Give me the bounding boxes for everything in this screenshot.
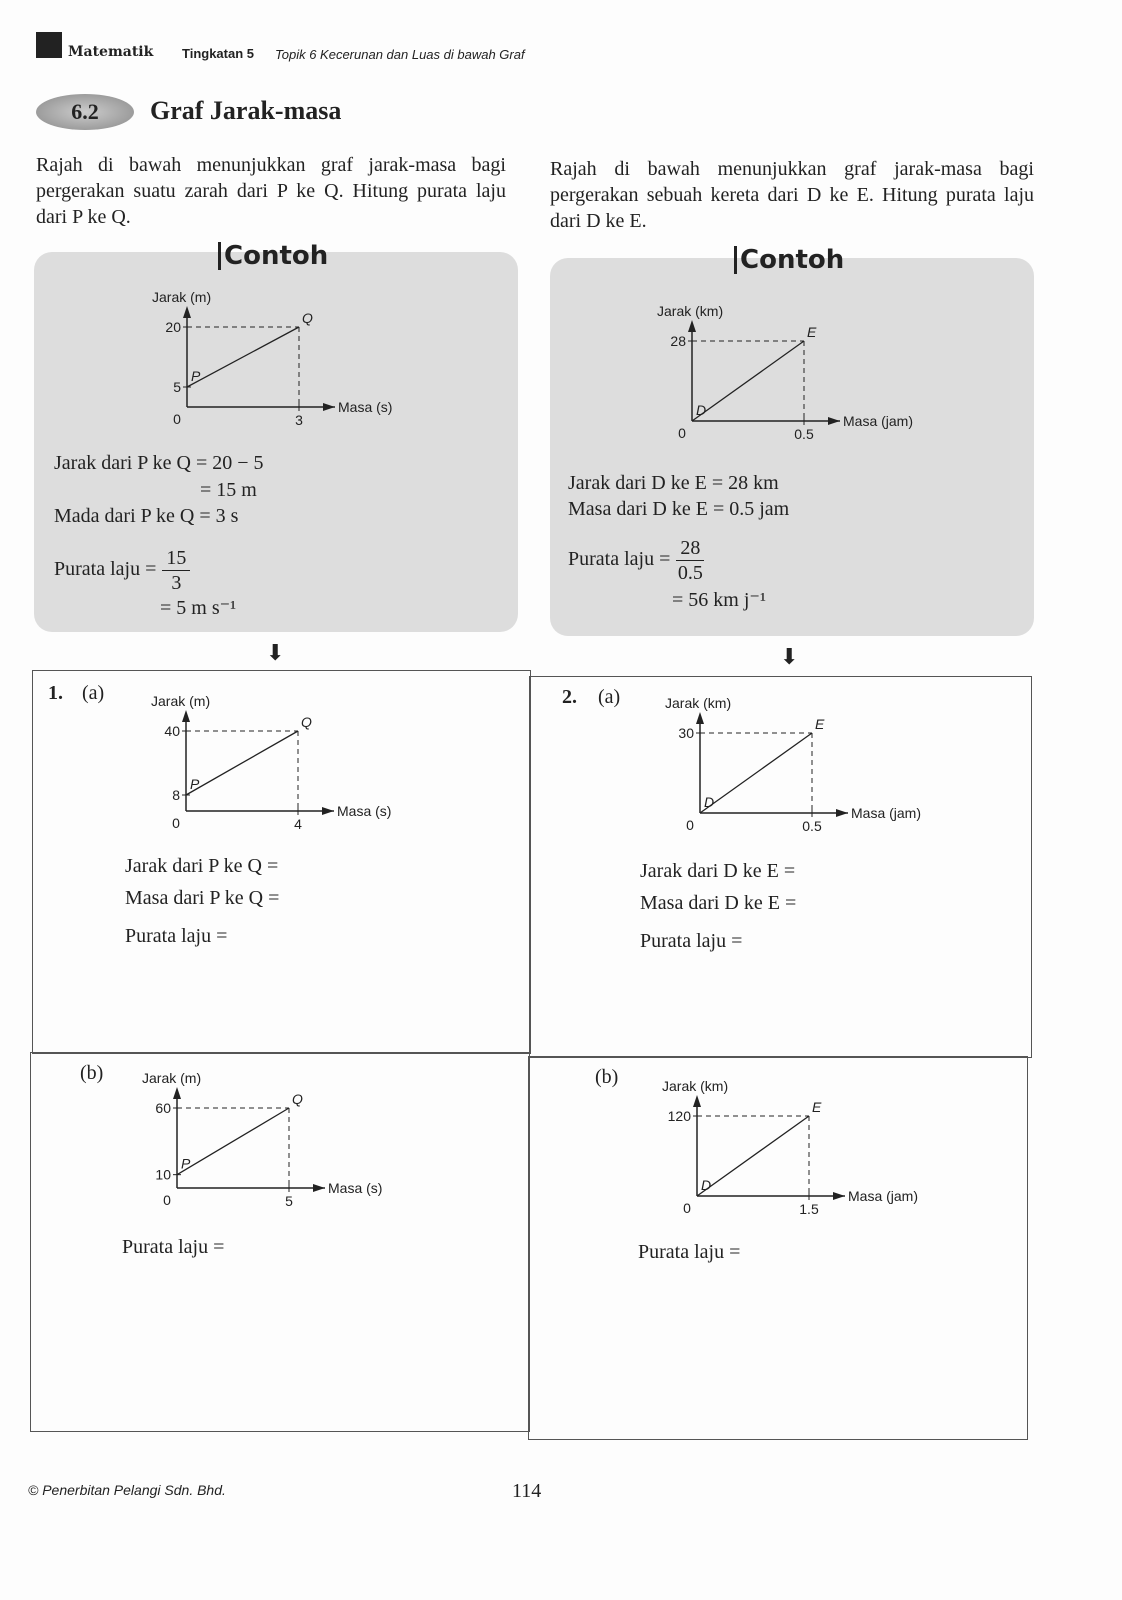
- topic: Topik 6 Kecerunan dan Luas di bawah Graf: [275, 47, 525, 62]
- answer-prompt: Purata laju =: [122, 1236, 225, 1258]
- origin-label: 0: [163, 1192, 171, 1208]
- x-axis-label: Masa (jam): [851, 805, 922, 821]
- x-axis-arrow-icon: [833, 1192, 845, 1200]
- y-tick-label: 120: [667, 1108, 691, 1124]
- x-axis-arrow-icon: [322, 807, 334, 815]
- example-line: Jarak dari P ke Q = 20 − 5: [54, 452, 264, 474]
- y-tick-label: 60: [155, 1100, 171, 1116]
- page-number: 114: [512, 1480, 542, 1502]
- y-axis-label: Jarak (m): [142, 1073, 202, 1086]
- start-point-label: P: [190, 776, 200, 792]
- contoh-label: Contoh: [218, 242, 328, 270]
- x-axis-arrow-icon: [323, 403, 335, 411]
- section-number: 6.2: [36, 94, 134, 130]
- answer-prompt: Purata laju =: [125, 925, 228, 947]
- answer-prompt: Masa dari D ke E =: [640, 892, 797, 914]
- x-tick-label: 3: [295, 412, 303, 428]
- copyright: © Penerbitan Pelangi Sdn. Bhd.: [28, 1482, 226, 1498]
- end-point-label: E: [815, 716, 825, 732]
- end-point-label: Q: [301, 714, 312, 730]
- distance-time-line: [187, 327, 299, 387]
- origin-label: 0: [686, 817, 694, 833]
- distance-time-line: [700, 733, 812, 813]
- x-tick-label: 1.5: [799, 1201, 819, 1217]
- y-tick-label: 10: [155, 1166, 171, 1183]
- y-tick-label: 20: [165, 319, 181, 335]
- origin-label: 0: [678, 425, 686, 441]
- y-tick-label: 30: [678, 725, 694, 741]
- x-axis-arrow-icon: [313, 1184, 325, 1192]
- section-title: Graf Jarak-masa: [150, 96, 342, 125]
- graph-example-right: [642, 306, 932, 446]
- end-point-label: E: [807, 324, 817, 340]
- y-axis-label: Jarak (m): [152, 292, 212, 305]
- y-axis-arrow-icon: [688, 320, 696, 332]
- distance-time-line: [186, 731, 298, 795]
- answer-prompt: Jarak dari D ke E =: [640, 860, 796, 882]
- x-axis-label: Masa (jam): [848, 1188, 919, 1204]
- example-line: = 56 km j⁻¹: [672, 589, 766, 611]
- y-axis-arrow-icon: [183, 306, 191, 318]
- part-label: (a): [598, 686, 621, 708]
- distance-time-line: [692, 341, 804, 421]
- origin-label: 0: [683, 1200, 691, 1216]
- part-label: (b): [595, 1066, 619, 1088]
- start-point-label: D: [701, 1177, 712, 1193]
- example-line: Mada dari P ke Q = 3 s: [54, 505, 239, 527]
- end-point-label: Q: [302, 310, 313, 326]
- graph-1b: [127, 1073, 407, 1213]
- x-axis-label: Masa (s): [338, 399, 393, 415]
- part-label: (a): [82, 682, 105, 704]
- start-point-label: P: [191, 368, 201, 384]
- example-line: Purata laju = $\frac{15}{3}$: [54, 546, 190, 595]
- question-number: 2.: [562, 686, 577, 708]
- y-tick-label: 8: [172, 787, 180, 803]
- y-axis-label: Jarak (m): [151, 696, 211, 709]
- end-point-label: E: [812, 1099, 822, 1115]
- origin-label: 0: [173, 411, 181, 427]
- example-line: Jarak dari D ke E = 28 km: [568, 472, 779, 494]
- x-tick-label: 0.5: [802, 818, 822, 834]
- y-axis-arrow-icon: [693, 1095, 701, 1107]
- question-number: 1.: [48, 682, 63, 704]
- part-label: (b): [80, 1062, 104, 1084]
- y-axis-arrow-icon: [173, 1087, 181, 1099]
- x-tick-label: 4: [294, 816, 302, 832]
- start-point-label: D: [704, 794, 715, 810]
- y-tick-label: 40: [164, 723, 180, 739]
- right-intro: Rajah di bawah menunjukkan graf jarak-masa bagi pergerakan sebuah kereta dari D ke E. Hitung purata laju dari D ke E.: [550, 158, 1034, 232]
- left-intro: Rajah di bawah menunjukkan graf jarak-masa bagi pergerakan suatu zarah dari P ke Q. Hitung purata laju dari P ke Q.: [36, 154, 506, 228]
- down-arrow-icon: ⬇: [266, 640, 285, 665]
- publisher-logo: [36, 32, 62, 58]
- start-point-label: D: [696, 402, 707, 418]
- y-axis-label: Jarak (km): [665, 698, 732, 711]
- end-point-label: Q: [292, 1091, 303, 1107]
- y-tick-label: 28: [670, 333, 686, 349]
- y-axis-arrow-icon: [696, 712, 704, 724]
- graph-2a: [650, 698, 940, 838]
- x-axis-arrow-icon: [836, 809, 848, 817]
- start-point-label: P: [181, 1155, 191, 1172]
- y-axis-arrow-icon: [182, 710, 190, 722]
- example-line: = 15 m: [200, 479, 257, 501]
- x-tick-label: 0.5: [794, 426, 814, 442]
- x-axis-label: Masa (jam): [843, 413, 914, 429]
- y-axis-label: Jarak (km): [662, 1081, 729, 1094]
- graph-1a: [136, 696, 416, 836]
- answer-prompt: Jarak dari P ke Q =: [125, 855, 279, 877]
- graph-2b: [647, 1081, 937, 1221]
- x-axis-label: Masa (s): [328, 1180, 383, 1196]
- example-line: Masa dari D ke E = 0.5 jam: [568, 498, 790, 520]
- example-line: = 5 m s⁻¹: [160, 597, 237, 619]
- x-tick-label: 5: [285, 1193, 293, 1209]
- answer-prompt: Purata laju =: [640, 930, 743, 952]
- answer-prompt: Purata laju =: [638, 1241, 741, 1263]
- y-tick-label: 5: [173, 379, 181, 395]
- contoh-label: Contoh: [734, 246, 844, 274]
- subject: Matematik: [68, 44, 154, 60]
- x-axis-arrow-icon: [828, 417, 840, 425]
- example-line: Purata laju = $\frac{28}{0.5}$: [568, 537, 703, 584]
- origin-label: 0: [172, 815, 180, 831]
- distance-time-line: [697, 1116, 809, 1196]
- form-level: Tingkatan 5: [182, 46, 255, 61]
- distance-time-line: [177, 1108, 289, 1175]
- answer-prompt: Masa dari P ke Q =: [125, 887, 280, 909]
- y-axis-label: Jarak (km): [657, 306, 724, 319]
- down-arrow-icon: ⬇: [780, 644, 799, 669]
- graph-example-left: [137, 292, 417, 432]
- x-axis-label: Masa (s): [337, 803, 392, 819]
